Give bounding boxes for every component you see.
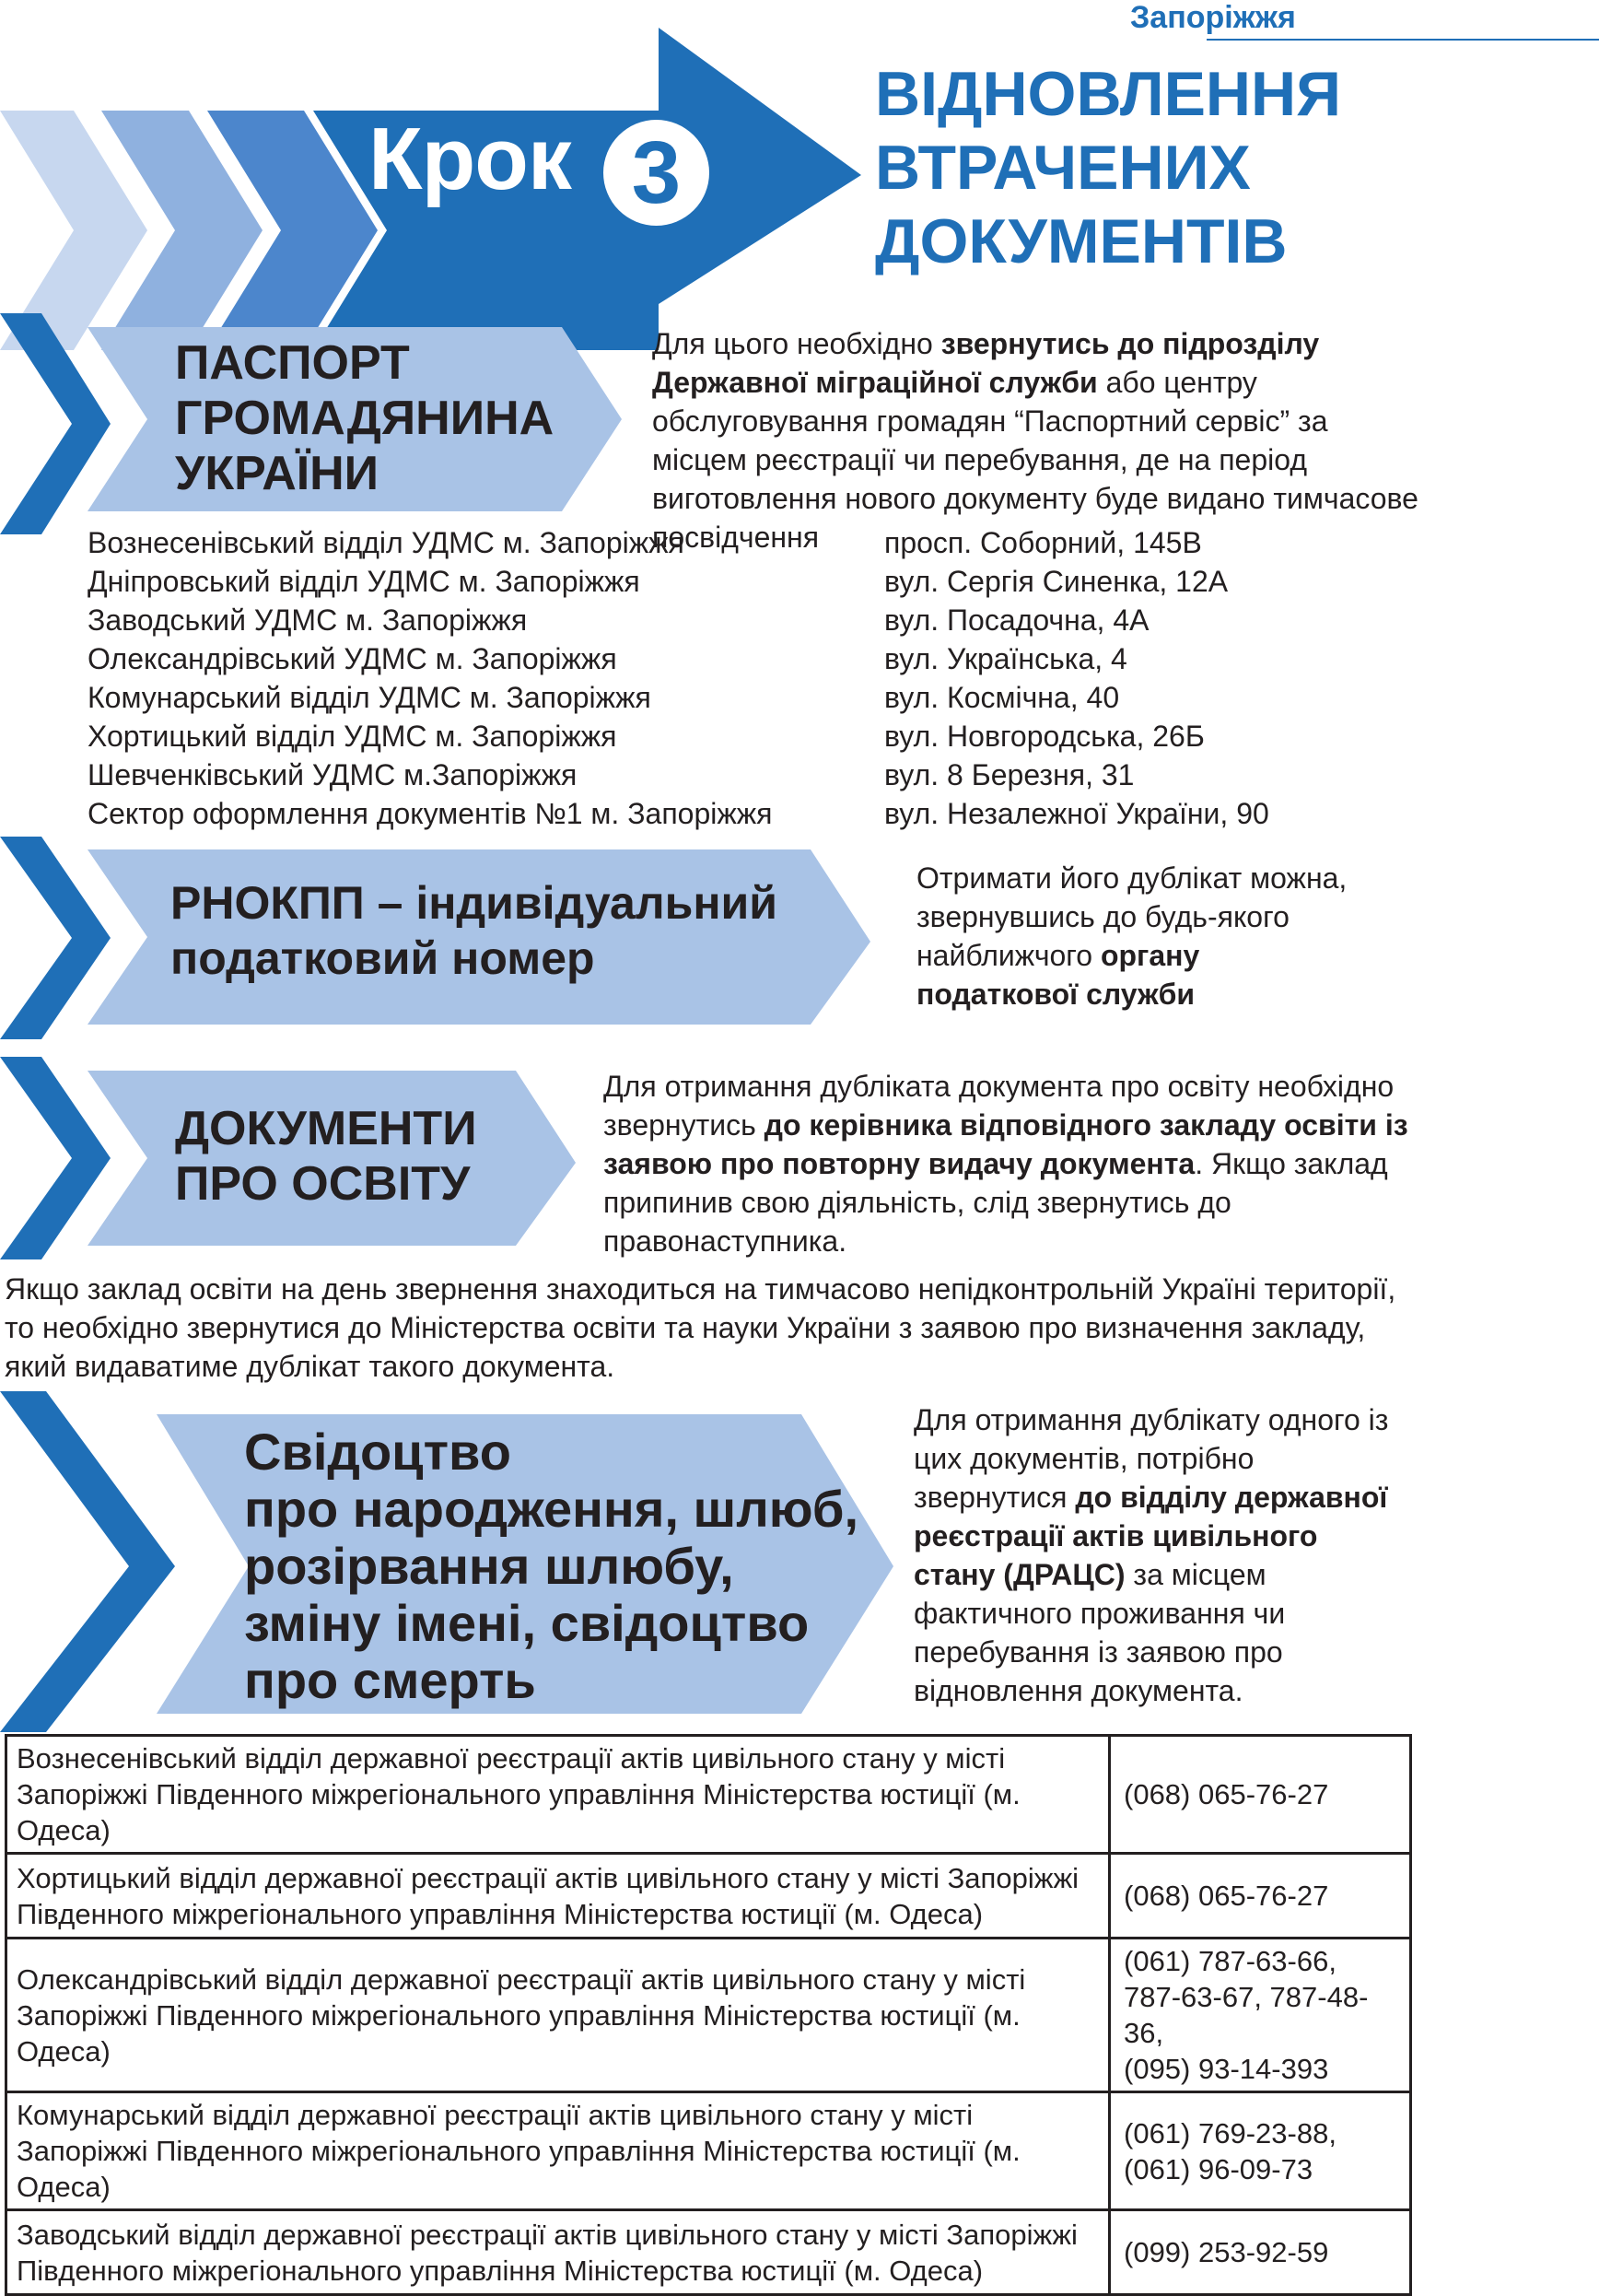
phone-number: (061) 96-09-73 <box>1124 2152 1313 2185</box>
rnokpp-description <box>916 859 1349 1013</box>
list-item <box>88 678 1340 717</box>
table-row <box>6 2210 1411 2295</box>
civil-title <box>244 1423 858 1709</box>
civil-title-line: про народження, шлюб, <box>244 1480 859 1538</box>
office-name: Комунарський відділ УДМС м. Запоріжжя <box>88 681 651 714</box>
step-number-badge: 3 <box>603 120 709 226</box>
education-desc-text: . Якщо заклад припинив свою діяльність, слід звернутись до правонаступника. <box>603 1147 1388 1258</box>
passport-desc-text: або центру обслуговування громадян “Паспортний сервіс” за місцем реєстрації чи перебування, де на період виготовлення нового документу буде видано тимчасове посвідчення <box>652 366 1418 554</box>
civil-desc-bold: до відділу державної реєстрації актів цивільного стану (ДРАЦС) <box>914 1481 1388 1591</box>
phone-number: (061) 769-23-88, <box>1124 2116 1336 2150</box>
page-title-line: ВТРАЧЕНИХ <box>875 133 1251 203</box>
education-title-line: ДОКУМЕНТИ <box>175 1102 477 1155</box>
civil-title-line: про смерть <box>244 1651 536 1709</box>
office-address: вул. Посадочна, 4А <box>884 603 1150 637</box>
education-description <box>603 1067 1409 1260</box>
passport-office-list <box>88 523 1340 833</box>
phone-number: (068) 065-76-27 <box>1124 1880 1329 1912</box>
table-cell-phone <box>1110 1939 1411 2092</box>
table-cell-phone <box>1110 2092 1411 2210</box>
civil-title-line: Свідоцтво <box>244 1423 511 1481</box>
list-item <box>88 562 1340 601</box>
list-item <box>88 601 1340 639</box>
rnokpp-desc-text: Отримати його дублікат можна, звернувшись до будь-якого найближчого <box>916 861 1348 972</box>
office-address: вул. 8 Березня, 31 <box>884 758 1135 791</box>
table-cell-office: Вознесенівський відділ державної реєстрації актів цивільного стану у місті Запоріжжі Південного міжрегіонального управління Міністерства юстиції (м. Одеса) <box>6 1736 1110 1854</box>
table-row <box>6 1736 1411 1854</box>
civil-title-line: зміну імені, свідоцтво <box>244 1594 810 1652</box>
table-row <box>6 2092 1411 2210</box>
table-cell-office: Заводський відділ державної реєстрації актів цивільного стану у місті Запоріжжі Південного міжрегіонального управління Міністерства юстиції (м. Одеса) <box>6 2210 1110 2295</box>
civil-desc-text: Для отримання дублікату одного із цих документів, потрібно звернутися <box>914 1403 1389 1514</box>
passport-desc-text: Для цього необхідно <box>652 327 941 360</box>
passport-description <box>652 324 1426 556</box>
office-name: Олександрівський УДМС м. Запоріжжя <box>88 642 617 675</box>
education-note: Якщо заклад освіти на день звернення знаходиться на тимчасово непідконтрольній Україні території, то необхідно звернутися до Міністерства освіти та науки України з заявою про визначення закладу, який видаватиме дублікат такого документа. <box>5 1272 1396 1383</box>
office-name: Шевченківський УДМС м.Запоріжжя <box>88 758 578 791</box>
passport-desc-bold: звернутись до підрозділу Державної міграційної служби <box>652 327 1320 399</box>
office-address: вул. Українська, 4 <box>884 642 1127 675</box>
page-title-line: ВІДНОВЛЕННЯ <box>875 59 1342 129</box>
civil-title-line: розірвання шлюбу, <box>244 1537 734 1595</box>
office-address: просп. Соборний, 145В <box>884 526 1202 559</box>
page-title <box>875 57 1341 278</box>
table-cell-office: Олександрівський відділ державної реєстрації актів цивільного стану у місті Запоріжжі Південного міжрегіонального управління Міністерства юстиції (м. Одеса) <box>6 1939 1110 2092</box>
passport-title-line: ГРОМАДЯНИНА <box>175 392 554 445</box>
list-item <box>88 756 1340 794</box>
city-underline <box>1207 39 1599 41</box>
education-title-line: ПРО ОСВІТУ <box>175 1157 471 1211</box>
passport-title-line: УКРАЇНИ <box>175 447 379 500</box>
table-cell-phone <box>1110 1736 1411 1854</box>
list-item <box>88 639 1340 678</box>
rnokpp-desc-bold: органу податкової служби <box>916 939 1200 1011</box>
phone-number: 787-63-67, 787-48-36, <box>1124 1981 1369 2049</box>
office-name: Заводський УДМС м. Запоріжжя <box>88 603 528 637</box>
education-desc-bold: до керівника відповідного закладу освіти із заявою про повторну видачу документа <box>603 1108 1408 1180</box>
office-address: вул. Новгородська, 26Б <box>884 720 1205 753</box>
table-row <box>6 1854 1411 1939</box>
table-cell-phone <box>1110 1854 1411 1939</box>
office-address: вул. Космічна, 40 <box>884 681 1120 714</box>
passport-title-line: ПАСПОРТ <box>175 336 410 390</box>
page-title-line: ДОКУМЕНТІВ <box>875 206 1288 276</box>
phone-number: (061) 787-63-66, <box>1124 1945 1336 1977</box>
civil-desc-text: за місцем фактичного проживання чи перебування із заявою про відновлення документа. <box>914 1558 1286 1707</box>
phone-number: (099) 253-92-59 <box>1124 2236 1329 2268</box>
office-name: Дніпровський відділ УДМС м. Запоріжжя <box>88 565 640 598</box>
office-address: вул. Незалежної України, 90 <box>884 797 1269 830</box>
office-name: Сектор оформлення документів №1 м. Запоріжжя <box>88 797 773 830</box>
passport-title <box>175 335 554 501</box>
office-name: Хортицький відділ УДМС м. Запоріжжя <box>88 720 617 753</box>
table-cell-phone <box>1110 2210 1411 2295</box>
rnokpp-title-line: РНОКПП – індивідуальний <box>170 877 778 929</box>
chevron-rnokpp-icon <box>0 837 111 1039</box>
table-cell-office: Комунарський відділ державної реєстрації актів цивільного стану у місті Запоріжжі Південного міжрегіонального управління Міністерства юстиції (м. Одеса) <box>6 2092 1110 2210</box>
step-word: Крок <box>368 110 571 208</box>
registry-offices-table <box>5 1734 1412 2296</box>
rnokpp-title <box>170 875 777 986</box>
rnokpp-title-line: податковий номер <box>170 932 595 984</box>
table-cell-office: Хортицький відділ державної реєстрації актів цивільного стану у місті Запоріжжі Південного міжрегіонального управління Міністерства юстиції (м. Одеса) <box>6 1854 1110 1939</box>
city-label: Запоріжжя <box>1130 0 1296 35</box>
phone-number: (095) 93-14-393 <box>1124 2053 1329 2085</box>
list-item <box>88 794 1340 833</box>
office-name: Вознесенівський відділ УДМС м. Запоріжжя <box>88 526 684 559</box>
table-row <box>6 1939 1411 2092</box>
list-item <box>88 523 1340 562</box>
chevron-education-icon <box>0 1057 111 1259</box>
education-desc-text: Для отримання дубліката документа про освіту необхідно звернутись <box>603 1070 1395 1142</box>
phone-number: (068) 065-76-27 <box>1124 1778 1329 1810</box>
civil-description <box>914 1400 1402 1710</box>
list-item <box>88 717 1340 756</box>
chevron-civil-icon <box>0 1391 175 1732</box>
office-address: вул. Сергія Синенка, 12А <box>884 565 1229 598</box>
education-title <box>175 1101 477 1212</box>
